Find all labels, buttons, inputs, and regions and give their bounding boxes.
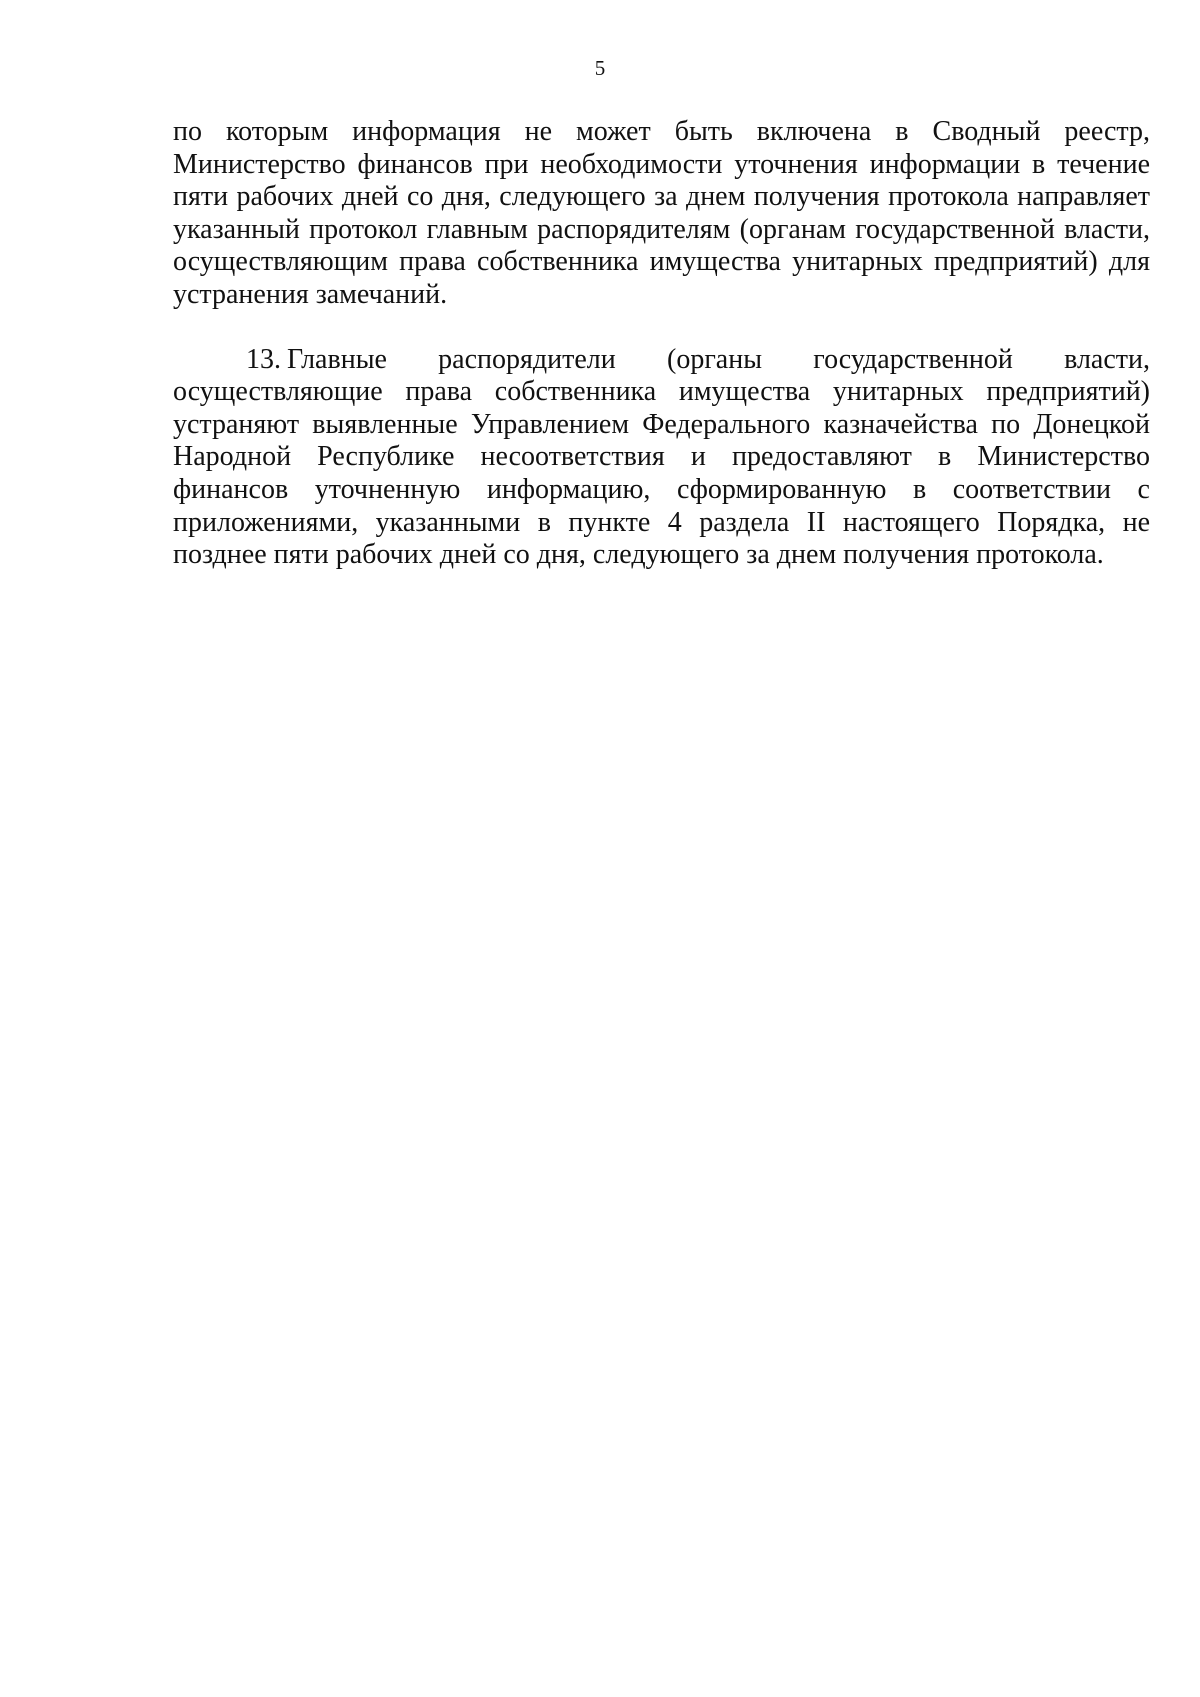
paragraph-item-13	[173, 344, 1150, 572]
item-number: 13.	[246, 343, 281, 375]
paragraph-text: Главные распорядители (органы государственной власти, осуществляющие права собственника имущества унитарных предприятий) устраняют выявленные Управлением Федерального казначейства по Донецкой Народной Республике несоответствия и предоставляют в Министерство финансов уточненную информацию, сформированную в соответствии с приложениями, указанными в пункте 4 раздела II настоящего Порядка, не позднее пяти рабочих дней со дня, следующего за днем получения протокола.	[173, 343, 1150, 571]
page-number: 5	[594, 56, 606, 80]
document-body	[173, 116, 1150, 572]
paragraph-continuation	[173, 116, 1150, 312]
paragraph-text: по которым информация не может быть включена в Сводный реестр, Министерство финансов при необходимости уточнения информации в течение пяти рабочих дней со дня, следующего за днем получения протокола направляет указанный протокол главным распорядителям (органам государственной власти, осуществляющим права собственника имущества унитарных предприятий) для устранения замечаний.	[173, 116, 1150, 310]
